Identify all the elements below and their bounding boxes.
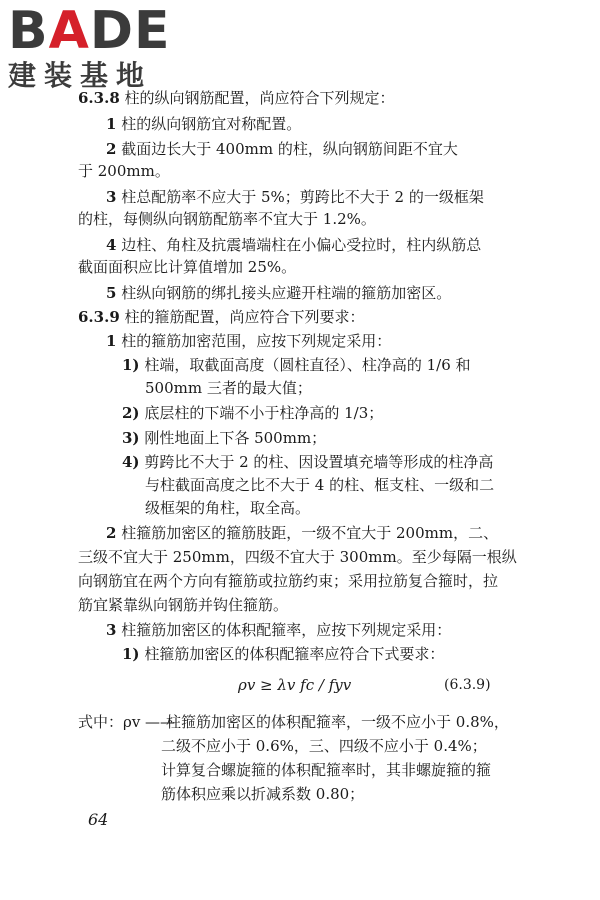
- section-title: 柱的箍筋配置，尚应符合下列要求：: [124, 308, 365, 326]
- list-item-continuation: 筋宜紧靠纵向钢筋并钩住箍筋。: [78, 596, 289, 614]
- sub-list-item: 1) 柱箍筋加密区的体积配箍率应符合下式要求：: [122, 645, 445, 663]
- list-item-continuation: 三级不宜大于 250mm，四级不宜大于 300mm。至少每隔一根纵: [78, 548, 517, 566]
- sub-list-item-continuation: 500mm 三者的最大值；: [145, 379, 312, 397]
- list-item-continuation: 截面面积应比计算值增加 25%。: [78, 258, 297, 276]
- where-definition: 柱箍筋加密区的体积配箍率，一级不应小于 0.8%，: [166, 713, 509, 731]
- where-label: 式中：ρv ——: [78, 713, 176, 731]
- section-6-3-9-heading: [78, 307, 365, 327]
- where-definition: 筋体积应乘以折减系数 0.80；: [161, 785, 365, 803]
- sub-list-item-continuation: 级框架的角柱，取全高。: [145, 499, 311, 517]
- list-item: 5 柱纵向钢筋的绑扎接头应避开柱端的箍筋加密区。: [106, 284, 452, 302]
- list-item-continuation: 于 200mm。: [78, 162, 170, 180]
- logo-letter-b: B: [8, 1, 49, 61]
- list-item: 2 柱箍筋加密区的箍筋肢距，一级不宜大于 200mm，二、: [106, 524, 499, 542]
- page-number: 64: [88, 810, 109, 829]
- formula-number: (6.3.9): [444, 677, 491, 693]
- formula: ρv ≥ λv fc / fyv: [238, 676, 352, 694]
- section-title: 柱的纵向钢筋配置，尚应符合下列规定：: [124, 89, 395, 107]
- list-item: 1 柱的箍筋加密范围，应按下列规定采用：: [106, 332, 392, 350]
- sub-list-item: 1) 柱端，取截面高度（圆柱直径）、柱净高的 1/6 和: [122, 356, 471, 374]
- sub-list-item-continuation: 与柱截面高度之比不大于 4 的柱、框支柱、一级和二: [145, 476, 495, 494]
- list-item: 4 边柱、角柱及抗震墙端柱在小偏心受拉时，柱内纵筋总: [106, 236, 482, 254]
- logo-subtitle: 建装基地: [8, 59, 153, 92]
- where-definition: 二级不应小于 0.6%，三、四级不应小于 0.4%；: [161, 737, 487, 755]
- section-number: 6.3.9: [78, 308, 120, 326]
- logo-letter-a: A: [48, 1, 90, 61]
- logo-letters-de: DE: [89, 1, 171, 61]
- section-number: 6.3.8: [78, 89, 120, 107]
- list-item: 2 截面边长大于 400mm 的柱，纵向钢筋间距不宜大: [106, 140, 458, 158]
- list-item: 3 柱箍筋加密区的体积配箍率，应按下列规定采用：: [106, 621, 452, 639]
- list-item: 1 柱的纵向钢筋宜对称配置。: [106, 115, 302, 133]
- list-item: 3 柱总配筋率不应大于 5%；剪跨比不大于 2 的一级框架: [106, 188, 484, 206]
- where-definition: 计算复合螺旋箍的体积配箍率时，其非螺旋箍的箍: [161, 761, 492, 779]
- sub-list-item: 4) 剪跨比不大于 2 的柱、因设置填充墙等形成的柱净高: [122, 453, 494, 471]
- list-item-continuation: 的柱，每侧纵向钢筋配筋率不宜大于 1.2%。: [78, 210, 376, 228]
- sub-list-item: 2) 底层柱的下端不小于柱净高的 1/3；: [122, 404, 384, 422]
- section-6-3-8-heading: [78, 88, 395, 108]
- sub-list-item: 3) 刚性地面上下各 500mm；: [122, 429, 327, 447]
- list-item-continuation: 向钢筋宜在两个方向有箍筋或拉筋约束；采用拉筋复合箍时，拉: [78, 572, 499, 590]
